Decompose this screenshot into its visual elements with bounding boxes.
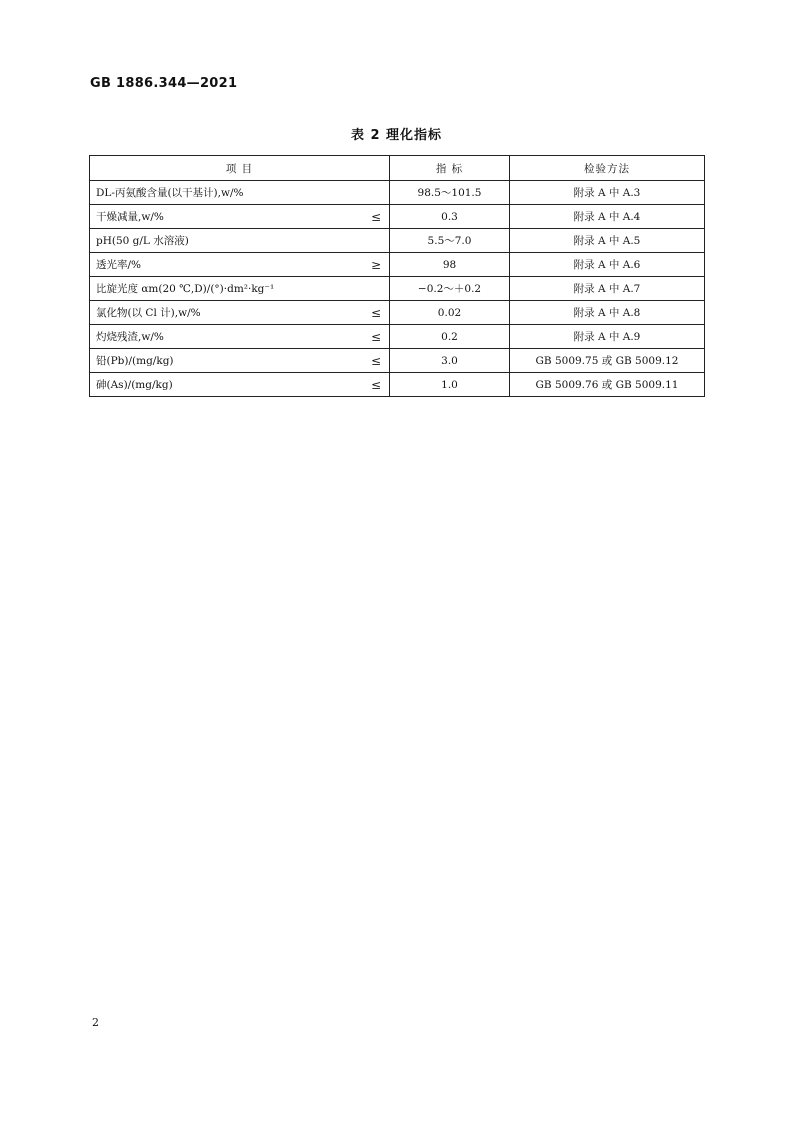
value-cell: 0.2 [390, 325, 510, 349]
table-row [90, 277, 705, 301]
item-label: pH(50 g/L 水溶液) [96, 235, 189, 247]
column-header-value: 指 标 [390, 156, 510, 181]
column-header-item: 项 目 [90, 156, 390, 181]
table-title: 表 2 理化指标 [350, 128, 443, 143]
value-cell: 0.3 [390, 205, 510, 229]
table-row [90, 349, 705, 373]
table-row [90, 301, 705, 325]
item-cell [90, 349, 390, 373]
comparison-operator: ≤ [370, 305, 381, 320]
table-row [90, 229, 705, 253]
comparison-operator: ≤ [370, 209, 381, 224]
method-cell: 附录 A 中 A.5 [510, 229, 705, 253]
item-label: 氯化物(以 Cl 计),w/% [96, 307, 201, 319]
comparison-operator: ≥ [370, 257, 381, 272]
item-label: 砷(As)/(mg/kg) [96, 379, 173, 391]
item-cell [90, 229, 390, 253]
value-cell: 0.02 [390, 301, 510, 325]
table-row [90, 325, 705, 349]
method-cell: 附录 A 中 A.9 [510, 325, 705, 349]
table-row [90, 253, 705, 277]
comparison-operator: ≤ [370, 377, 381, 392]
method-cell: 附录 A 中 A.8 [510, 301, 705, 325]
method-cell: 附录 A 中 A.4 [510, 205, 705, 229]
column-header-method: 检验方法 [510, 156, 705, 181]
item-label: 干燥减量,w/% [96, 211, 164, 223]
item-label: 比旋光度 αm(20 ℃,D)/(°)·dm²·kg⁻¹ [96, 283, 275, 295]
value-cell: 98 [390, 253, 510, 277]
item-label: 灼烧残渣,w/% [96, 331, 164, 343]
comparison-operator: ≤ [370, 329, 381, 344]
value-cell: 1.0 [390, 373, 510, 397]
item-label: DL-丙氨酸含量(以干基计),w/% [96, 187, 244, 199]
item-cell [90, 325, 390, 349]
page-number: 2 [92, 1016, 99, 1029]
method-cell: 附录 A 中 A.7 [510, 277, 705, 301]
item-cell [90, 205, 390, 229]
item-cell [90, 301, 390, 325]
method-cell: GB 5009.75 或 GB 5009.12 [510, 349, 705, 373]
table-row [90, 205, 705, 229]
item-cell [90, 373, 390, 397]
item-cell [90, 277, 390, 301]
spec-table [89, 155, 705, 397]
comparison-operator: ≤ [370, 353, 381, 368]
item-cell [90, 181, 390, 205]
item-cell [90, 253, 390, 277]
method-cell: 附录 A 中 A.6 [510, 253, 705, 277]
table-row [90, 373, 705, 397]
method-cell: GB 5009.76 或 GB 5009.11 [510, 373, 705, 397]
item-label: 铅(Pb)/(mg/kg) [96, 355, 174, 367]
value-cell: −0.2～＋0.2 [390, 277, 510, 301]
item-label: 透光率/% [96, 259, 142, 271]
method-cell: 附录 A 中 A.3 [510, 181, 705, 205]
value-cell: 3.0 [390, 349, 510, 373]
standard-number: GB 1886.344—2021 [90, 76, 238, 91]
table-header-row [90, 156, 705, 181]
table-row [90, 181, 705, 205]
value-cell: 5.5～7.0 [390, 229, 510, 253]
value-cell: 98.5～101.5 [390, 181, 510, 205]
